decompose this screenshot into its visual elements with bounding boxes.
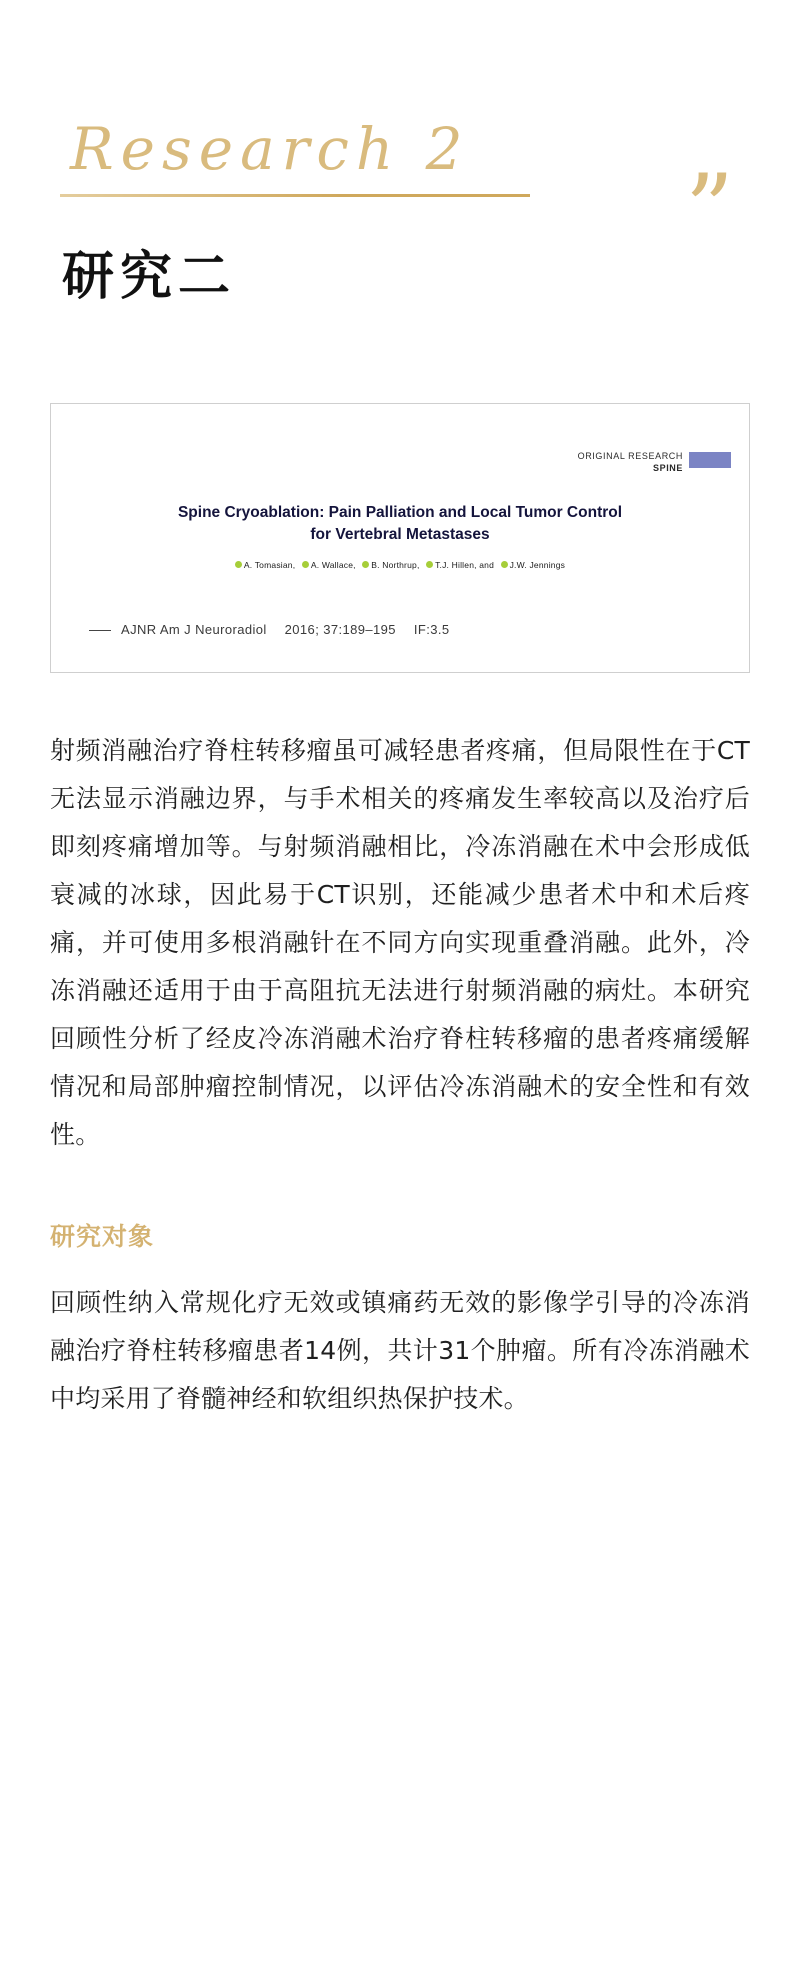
author-entry xyxy=(501,560,566,570)
author-entry xyxy=(362,560,419,570)
paper-title-line1: Spine Cryoablation: Pain Palliation and Local Tumor Control xyxy=(177,504,623,521)
page-title: 研究二 xyxy=(62,246,237,307)
citation-journal: AJNR Am J Neuroradiol xyxy=(121,622,267,637)
author-separator xyxy=(357,560,360,570)
journal-color-swatch xyxy=(689,452,731,468)
paper-citation-card xyxy=(50,403,750,673)
author-separator xyxy=(296,560,299,570)
paper-title xyxy=(51,502,749,547)
orcid-icon xyxy=(235,561,242,568)
article-header xyxy=(0,0,800,309)
citation-impact-factor: IF:3.5 xyxy=(413,622,450,637)
author-name: A. Tomasian, xyxy=(243,560,296,570)
header-rule-row xyxy=(60,154,740,266)
orcid-icon xyxy=(302,561,309,568)
author-name: T.J. Hillen, and xyxy=(435,560,495,570)
paper-authors xyxy=(51,560,749,570)
author-separator xyxy=(421,560,424,570)
paper-title-line2: for Vertebral Metastases xyxy=(310,526,490,544)
gold-divider xyxy=(60,194,530,197)
author-name: A. Wallace, xyxy=(310,560,356,570)
section-heading-subjects: 研究对象 xyxy=(50,1222,155,1251)
citation-volume: 2016; 37:189–195 xyxy=(284,622,396,637)
author-separator xyxy=(495,560,498,570)
author-entry xyxy=(426,560,494,570)
article-body xyxy=(0,673,800,1423)
orcid-icon xyxy=(362,561,369,568)
citation-line xyxy=(89,622,450,637)
journal-section-label xyxy=(578,450,683,474)
quote-mark-icon: ” xyxy=(684,154,730,266)
author-name: B. Northrup, xyxy=(371,560,420,570)
body-paragraph-2: 回顾性纳入常规化疗无效或镇痛药无效的影像学引导的冷冻消融治疗脊柱转移瘤患者14例，共计31个肿瘤。所有冷冻消融术中均采用了脊髓神经和软组织热保护技术。 xyxy=(50,1288,750,1413)
orcid-icon xyxy=(426,561,433,568)
citation-dash xyxy=(89,630,111,631)
body-paragraph-1: 射频消融治疗脊柱转移瘤虽可减轻患者疼痛，但局限性在于CT无法显示消融边界，与手术相关的疼痛发生率较高以及治疗后即刻疼痛增加等。与射频消融相比，冷冻消融在术中会形成低衰减的冰球，因此易于CT识别，还能减少患者术中和术后疼痛，并可使用多根消融针在不同方向实现重叠消融。此外，冷冻消融还适用于由于高阻抗无法进行射频消融的病灶。本研究回顾性分析了经皮冷冻消融术治疗脊柱转移瘤的患者疼痛缓解情况和局部肿瘤控制情况，以评估冷冻消融术的安全性和有效性。 xyxy=(50,736,750,1149)
author-entry xyxy=(302,560,356,570)
journal-section-line2: SPINE xyxy=(652,463,683,474)
section-script-title: Research 2 xyxy=(70,115,470,183)
author-entry xyxy=(235,560,295,570)
orcid-icon xyxy=(501,561,508,568)
journal-section-line1: ORIGINAL RESEARCH xyxy=(577,451,683,461)
author-name: J.W. Jennings xyxy=(509,560,566,570)
